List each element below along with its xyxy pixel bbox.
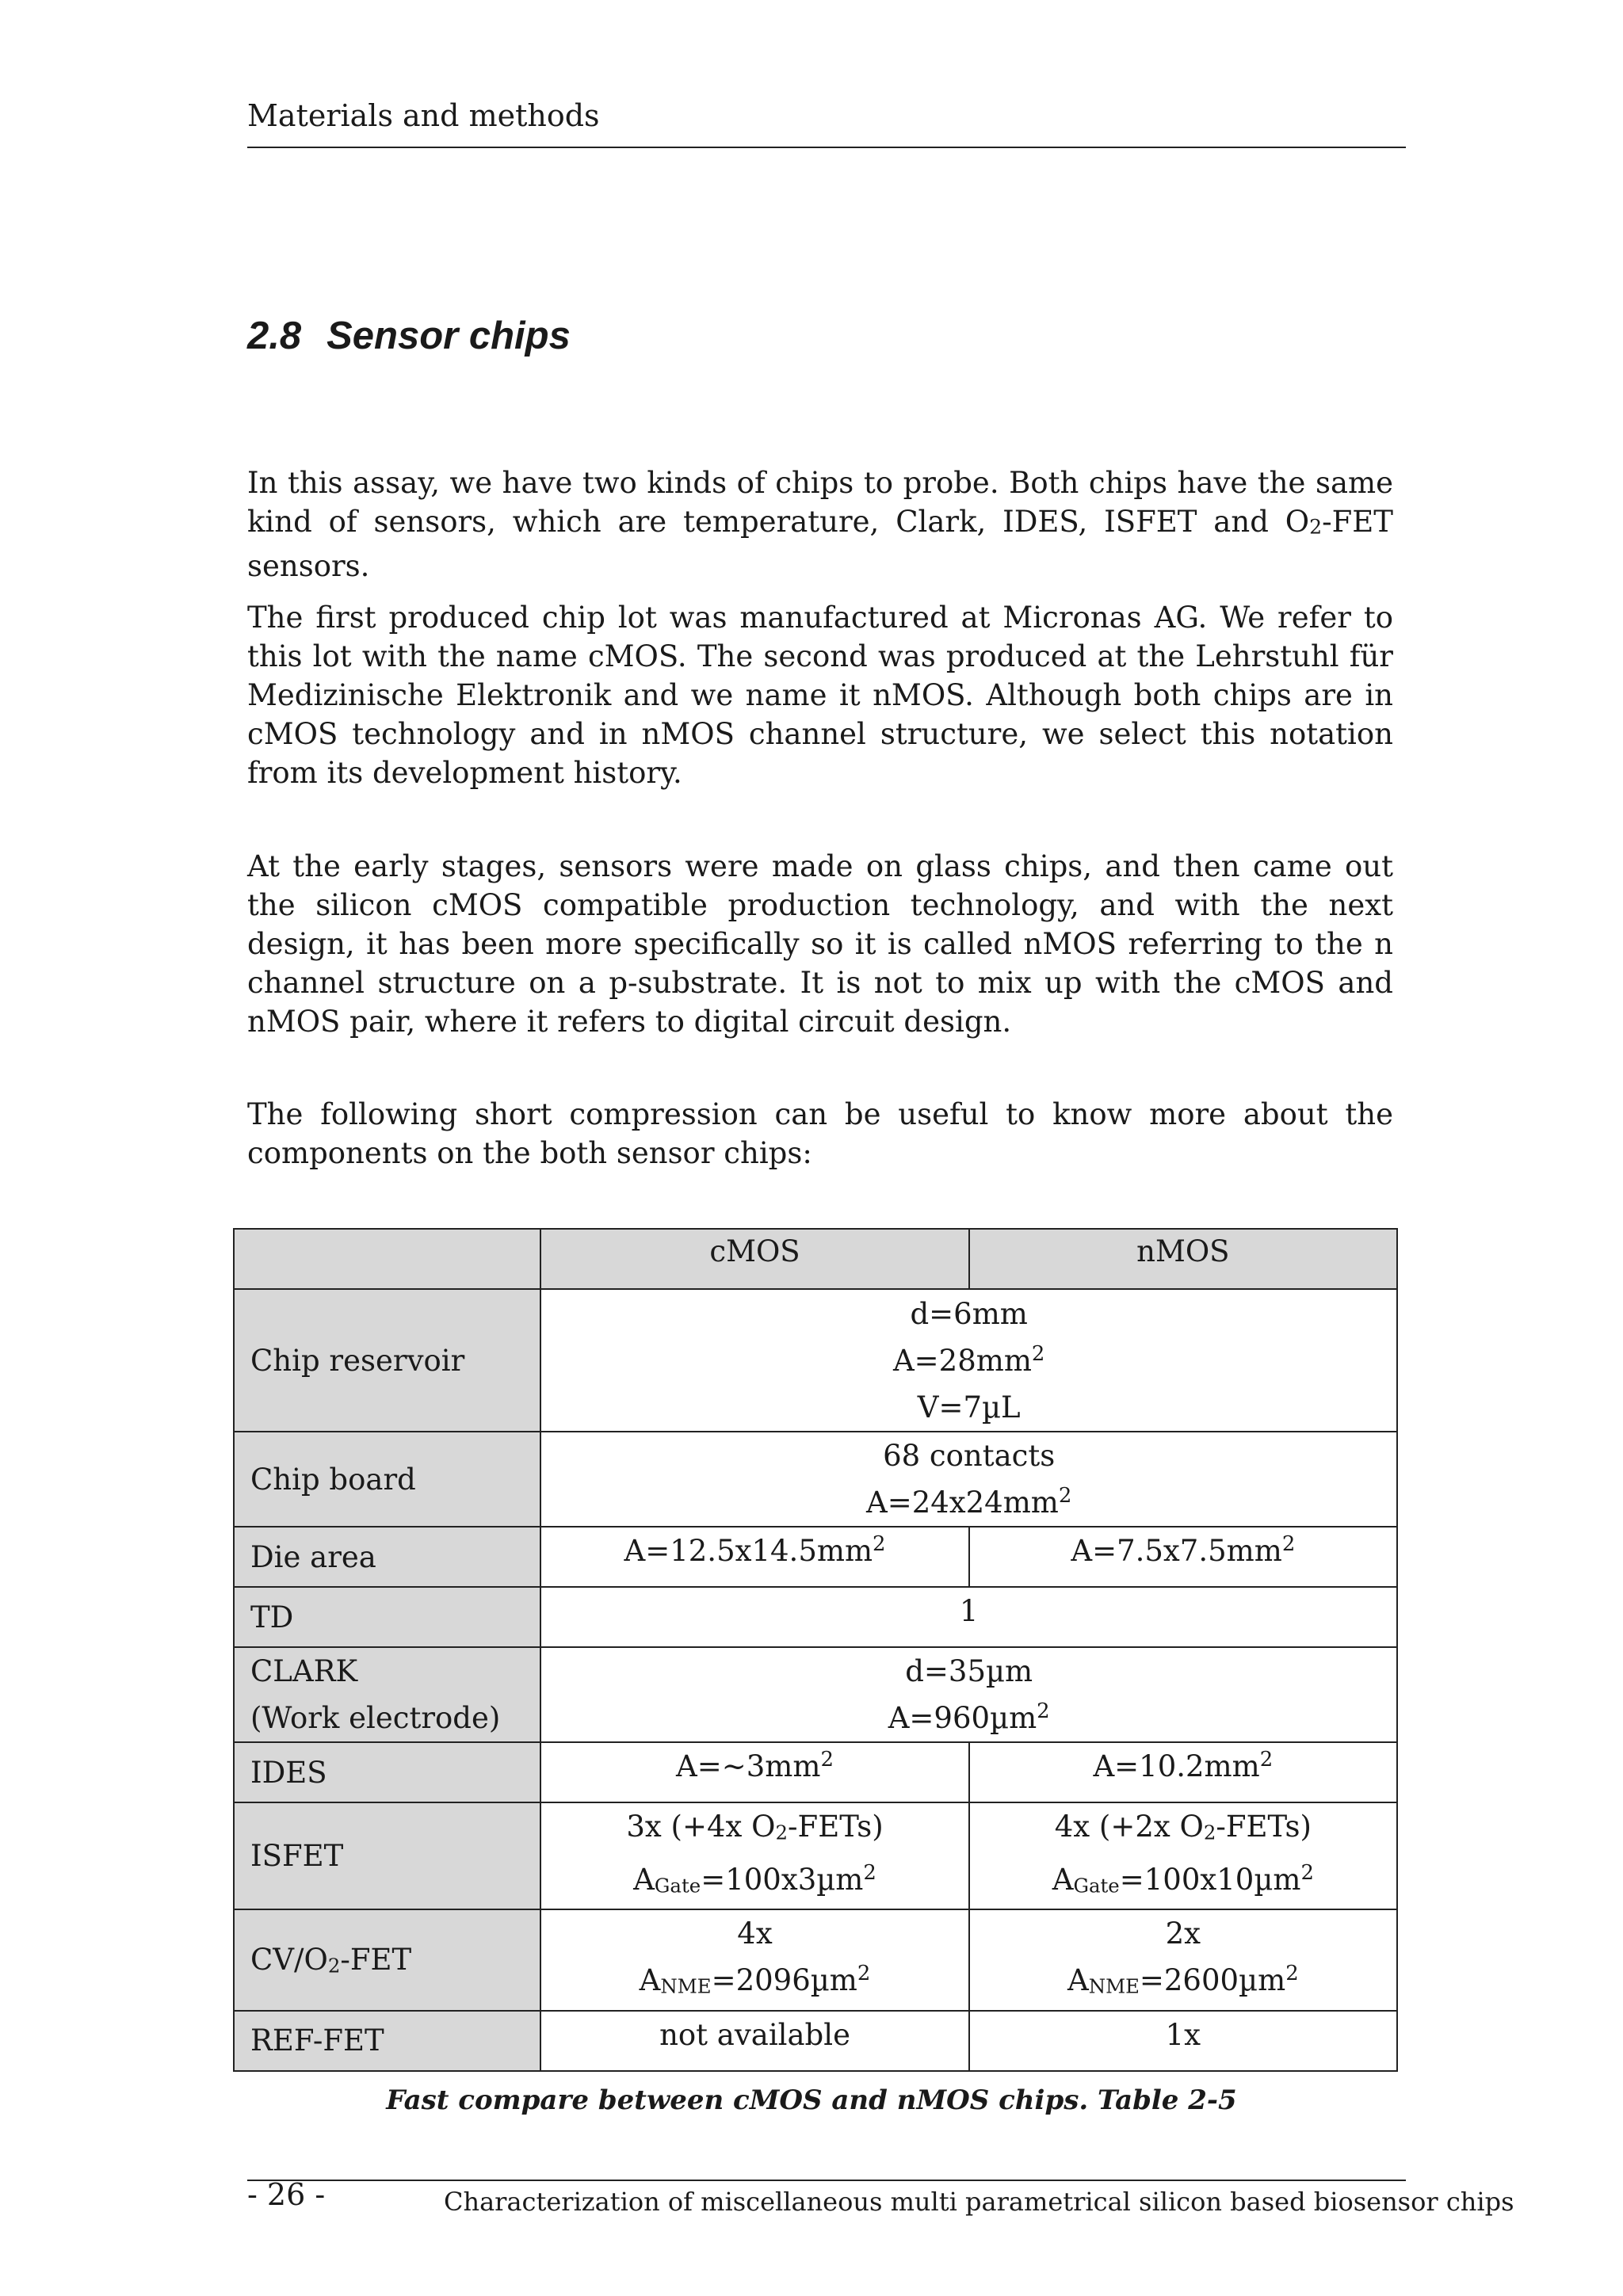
reservoir-area: $A=28mm^2$ [892,1341,1045,1378]
row-label-die-area: Die area [234,1527,540,1587]
row-label-td: TD [234,1587,540,1647]
cell-die-area-nmos: $A=7.5x7.5mm^2$ [969,1527,1397,1587]
table-row-ides [234,1742,1397,1802]
row-label-cv-o2-fet: CV/O2-FET [234,1909,540,2011]
table-row-td [234,1587,1397,1647]
board-area: $A=24x24mm^2$ [865,1484,1072,1520]
table-row-cv-o2-fet [234,1909,1397,2011]
cv-cmos-count: 4x [737,1917,773,1951]
paragraph-3: At the early stages, sensors were made on glass chips, and then came out the silicon cMOS compatible production technology, and with the next design, it has been more specifically so it is called nMOS referring to the n channel structure on a p-substrate. It is not to mix up with the cMOS and nMOS pair, where it refers to digital circuit design. [247,849,1393,1039]
sensor-comparison-table [233,1228,1398,2072]
board-contacts: 68 contacts [883,1439,1056,1473]
running-header: Materials and methods [247,98,600,133]
paragraph-4: The following short compression can be useful to know more about the components on the both sensor chips: [247,1097,1393,1170]
table-row-ref-fet [234,2011,1397,2071]
paragraph-1-subscript: 2 [1309,515,1323,539]
footer-rule [247,2180,1406,2181]
section-title: Sensor chips [327,315,571,357]
clark-sublabel: (Work electrode) [250,1701,501,1735]
table-row-chip-board [234,1432,1397,1527]
cell-ides-nmos: $A=10.2mm^2$ [969,1742,1397,1802]
reservoir-volume: V=7µL [917,1390,1021,1425]
row-label-chip-board: Chip board [234,1432,540,1527]
clark-label: CLARK [250,1654,358,1688]
row-label-ref-fet: REF-FET [234,2011,540,2071]
section-number: 2.8 [247,315,302,357]
header-cmos: cMOS [540,1229,968,1289]
cell-cv-cmos: 4x ANME=2096µm$^2$ [540,1909,968,2011]
cell-chip-board [540,1432,1397,1527]
paragraph-1-text: In this assay, we have two kinds of chips to probe. Both chips have the same kind of sensors, which are temperature, Clark, IDES, ISFET and O [247,466,1393,539]
cell-clark [540,1647,1397,1742]
header-rule [247,147,1406,148]
paragraph-2: The first produced chip lot was manufactured at Micronas AG. We refer to this lot with the name cMOS. The second was produced at the Lehrstuhl für Medizinische Elektronik and we name it nMOS. Although both chips are in cMOS technology and in nMOS channel structure, we select this notation from its development history. [247,601,1393,790]
header-empty-cell [234,1229,540,1289]
cell-ides-cmos: $A=\sim 3mm^2$ [540,1742,968,1802]
paragraph-1-text-end: -FET sensors. [247,505,1393,583]
row-label-ides: IDES [234,1742,540,1802]
footer-title: Characterization of miscellaneous multi parametrical silicon based biosensor chips [444,2187,1514,2217]
row-label-clark [234,1647,540,1742]
clark-diameter: d=35µm [905,1654,1033,1688]
table-row-chip-reservoir [234,1289,1397,1432]
table-row-isfet [234,1802,1397,1909]
cell-isfet-cmos: 3x (+4x O2-FETs) AGate=100x3µm$^2$ [540,1802,968,1909]
row-label-chip-reservoir: Chip reservoir [234,1289,540,1432]
table-caption: Fast compare between cMOS and nMOS chips. Table 2-5 [386,2084,1237,2116]
clark-area: A=960µm$^2$ [888,1699,1050,1735]
header-nmos: nMOS [969,1229,1397,1289]
section-heading [247,314,571,358]
page-number: - 26 - [247,2177,326,2212]
table-header-row [234,1229,1397,1289]
cell-ref-nmos: 1x [969,2011,1397,2071]
reservoir-diameter: d=6mm [910,1296,1028,1331]
cell-chip-reservoir [540,1289,1397,1432]
cell-ref-cmos: not available [540,2011,968,2071]
table-row-die-area [234,1527,1397,1587]
row-label-isfet: ISFET [234,1802,540,1909]
paragraph-1 [247,463,1393,585]
table-row-clark [234,1647,1397,1742]
cell-isfet-nmos: 4x (+2x O2-FETs) AGate=100x10µm$^2$ [969,1802,1397,1909]
cell-die-area-cmos: $A=12.5x14.5mm^2$ [540,1527,968,1587]
cell-cv-nmos: 2x ANME=2600µm$^2$ [969,1909,1397,2011]
cell-td: 1 [540,1587,1397,1647]
cv-nmos-count: 2x [1165,1917,1201,1951]
